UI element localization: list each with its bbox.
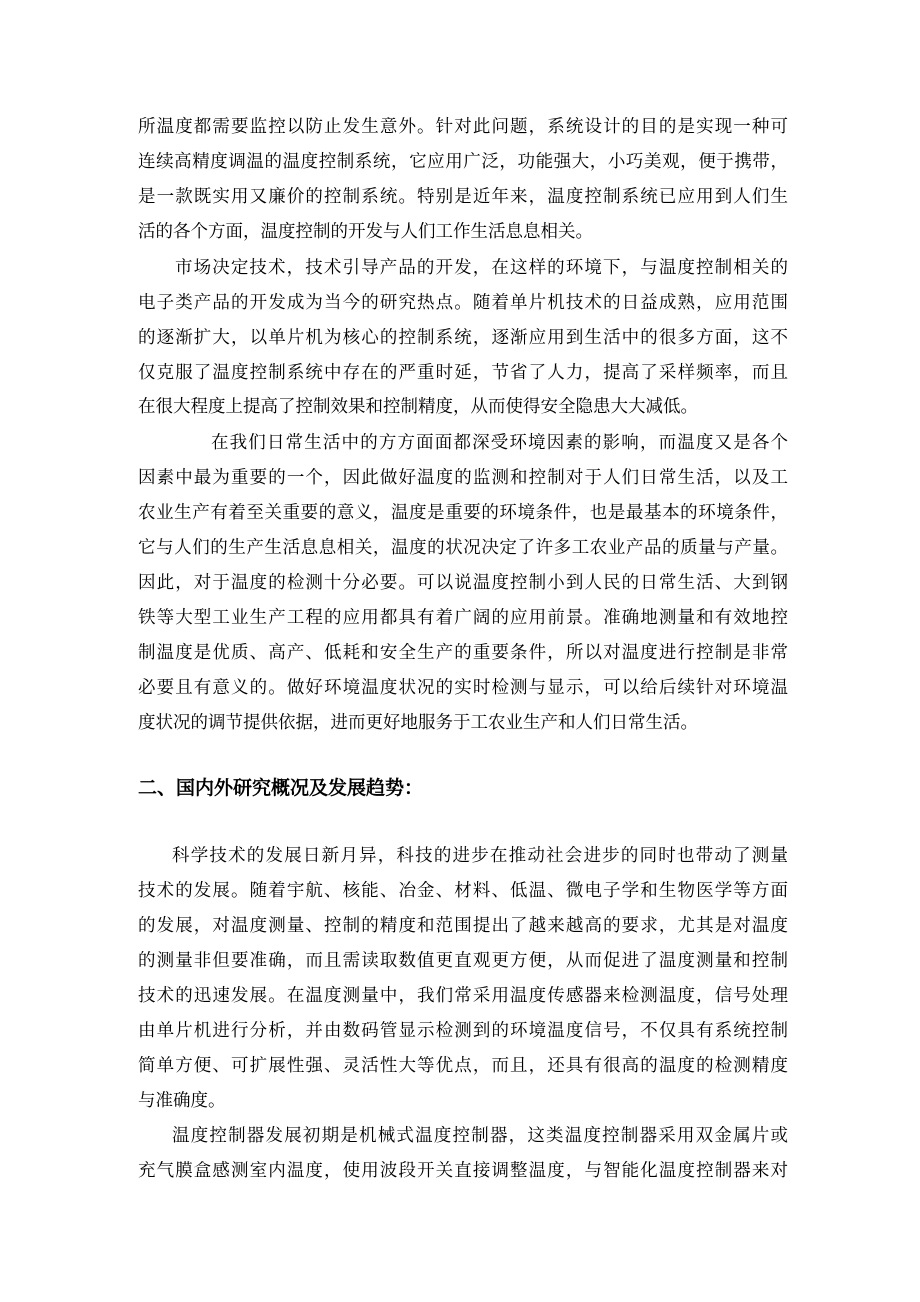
paragraph-line: 铁等大型工业生产工程的应用都具有着广阔的应用前景。准确地测量和有效地控	[138, 608, 788, 628]
paragraph-line: 活的各个方面，温度控制的开发与人们工作生活息息相关。	[138, 222, 593, 242]
paragraph-line: 的逐渐扩大，以单片机为核心的控制系统，逐渐应用到生活中的很多方面，这不	[138, 328, 788, 348]
paragraph-line: 技术的发展。随着宇航、核能、冶金、材料、低温、微电子学和生物医学等方面	[138, 881, 788, 901]
paragraph-line: 它与人们的生产生活息息相关，温度的状况决定了许多工农业产品的质量与产量。	[138, 538, 788, 558]
paragraph-line: 的发展，对温度测量、控制的精度和范围提出了越来越高的要求，尤其是对温度	[138, 916, 788, 936]
paragraph-line: 仅克服了温度控制系统中存在的严重时延，节省了人力，提高了采样频率，而且	[138, 363, 788, 383]
paragraph-line: 在很大程度上提高了控制效果和控制精度，从而使得安全隐患大大减低。	[138, 397, 698, 417]
paragraph-line: 由单片机进行分析，并由数码管显示检测到的环境温度信号，不仅具有系统控制	[138, 1021, 788, 1041]
paragraph-line: 因此，对于温度的检测十分必要。可以说温度控制小到人民的日常生活、大到钢	[138, 573, 788, 593]
paragraph-line: 度状况的调节提供依据，进而更好地服务于工农业生产和人们日常生活。	[138, 713, 698, 733]
paragraph-line: 所温度都需要监控以防止发生意外。针对此问题，系统设计的目的是实现一种可	[138, 117, 788, 137]
paragraph-line: 是一款既实用又廉价的控制系统。特别是近年来，温度控制系统已应用到人们生	[138, 187, 788, 207]
paragraph-line: 温度控制器发展初期是机械式温度控制器，这类温度控制器采用双金属片或	[172, 1126, 788, 1146]
paragraph-line: 市场决定技术，技术引导产品的开发，在这样的环境下，与温度控制相关的	[175, 258, 788, 278]
paragraph-line: 连续高精度调温的温度控制系统，它应用广泛，功能强大，小巧美观，便于携带，	[138, 152, 788, 172]
section-heading: 二、国内外研究概况及发展趋势：	[138, 777, 424, 799]
paragraph-line: 充气膜盒感测室内温度，使用波段开关直接调整温度，与智能化温度控制器来对	[138, 1161, 788, 1181]
paragraph-line: 必要且有意义的。做好环境温度状况的实时检测与显示，可以给后续针对环境温	[138, 678, 788, 698]
paragraph-line: 的测量非但要准确，而且需读取数值更直观更方便，从而促进了温度测量和控制	[138, 951, 788, 971]
paragraph-line: 制温度是优质、高产、低耗和安全生产的重要条件，所以对温度进行控制是非常	[138, 643, 788, 663]
paragraph-line: 在我们日常生活中的方方面面都深受环境因素的影响，而温度又是各个	[211, 433, 788, 453]
paragraph-line: 电子类产品的开发成为当今的研究热点。随着单片机技术的日益成熟，应用范围	[138, 293, 788, 313]
paragraph-line: 与准确度。	[138, 1091, 226, 1111]
paragraph-line: 技术的迅速发展。在温度测量中，我们常采用温度传感器来检测温度，信号处理	[138, 986, 788, 1006]
paragraph-line: 因素中最为重要的一个，因此做好温度的监测和控制对于人们日常生活，以及工	[138, 468, 788, 488]
paragraph-line: 科学技术的发展日新月异，科技的进步在推动社会进步的同时也带动了测量	[172, 846, 788, 866]
paragraph-line: 简单方便、可扩展性强、灵活性大等优点，而且，还具有很高的温度的检测精度	[138, 1056, 788, 1076]
paragraph-line: 农业生产有着至关重要的意义，温度是重要的环境条件，也是最基本的环境条件，	[138, 503, 788, 523]
